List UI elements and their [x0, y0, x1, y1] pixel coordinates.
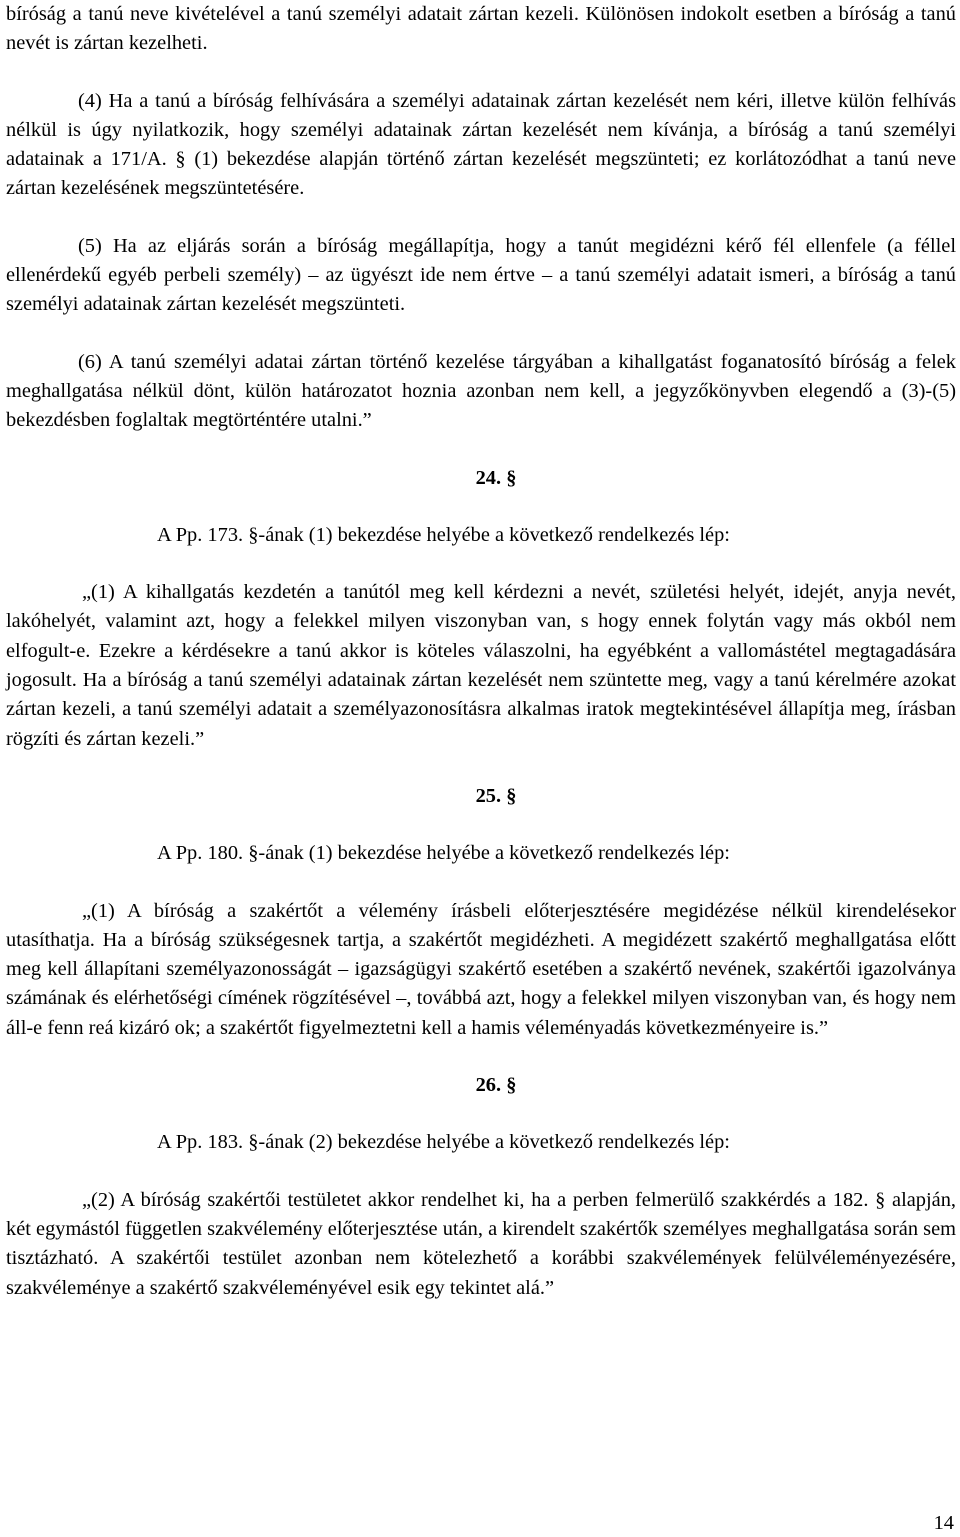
- section-intro: A Pp. 183. §-ának (2) bekezdése helyébe a következő rendelkezés lép:: [157, 1131, 730, 1154]
- section-text: „(1) A kihallgatás kezdetén a tanútól meg kell kérdezni a nevét, születési helyét, idejét, anyja nevét, lakóhelyét, valamint azt, hogy a felekkel milyen viszonyban van, s hogy ennek folytán vagy más okból nem elfogult-e. Ezekre a kérdésekre a tanú akkor is köteles válaszolni, ha egyébként a vallomástétel megtagadására jogosult. Ha a bíróság a tanú személyi adatainak zártan kezelését nem szüntette meg, vagy a tanú kérelmére azokat zártan kezeli, a tanú személyi adatait a személyazonosításra alkalmas iratok megtekintésével állapítja meg, írásban rögzíti és zártan kezeli.”: [6, 581, 956, 750]
- section-text: „(1) A bíróság a szakértőt a vélemény írásbeli előterjesztésére megidézése nélkül kirendelésekor utasíthatja. Ha a bíróság szükségesnek tartja, a szakértőt megidézheti. A megidézett szakértő meghallgatása előtt meg kell állapítani személyazonosságát – igazságügyi szakértő esetében a szakértő nevének, szakértői igazolványa számának és elérhetőségi címének rögzítésével –, továbbá azt, hogy a felekkel milyen viszonyban van, és hogy nem áll-e fenn reá kizáró ok; a szakértőt figyelmeztetni kell a hamis véleményadás következményeire is.”: [6, 899, 956, 1039]
- paragraph-5: (5) Ha az eljárás során a bíróság megállapítja, hogy a tanút megidézni kérő fél ellenfele (a féllel ellenérdekű egyéb perbeli személy) – az ügyészt ide nem értve – a tanú személyi adatait ismeri, a bíróság a tanú személyi adatainak zártan kezelését megszünteti.: [6, 234, 956, 316]
- section-intro: A Pp. 180. §-ának (1) bekezdése helyébe a következő rendelkezés lép:: [157, 842, 730, 865]
- page-number: 14: [933, 1512, 954, 1534]
- paragraph-continuation: bíróság a tanú neve kivételével a tanú személyi adatait zártan kezeli. Különösen indokolt esetben a bíróság a tanú nevét is zártan kezelheti.: [6, 3, 956, 55]
- section-intro: A Pp. 173. §-ának (1) bekezdése helyébe a következő rendelkezés lép:: [157, 523, 730, 546]
- document-page: [6, 0, 956, 1303]
- paragraph-6: (6) A tanú személyi adatai zártan történő kezelése tárgyában a kihallgatást foganatosító bíróság a felek meghallgatása nélkül dönt, külön határozatot hoznia azonban nem kell, a jegyzőkönyvben elegendő a (3)-(5) bekezdésben foglaltak megtörténtére utalni.”: [6, 350, 956, 432]
- section-number: 25. §: [475, 784, 517, 807]
- section-number: 26. §: [475, 1074, 517, 1097]
- section-number: 24. §: [475, 466, 517, 489]
- section-text: „(2) A bíróság szakértői testületet akkor rendelhet ki, ha a perben felmerülő szakkérdés a 182. § alapján, két egymástól független szakvélemény előterjesztése után, a kirendelt szakértők személyes meghallgatása során sem tisztázható. A szakértői testület azonban nem kötelezhető a korábbi szakvélemények felülvéleményezésére, szakvéleménye a szakértő szakvéleményével esik egy tekintet alá.”: [6, 1188, 956, 1299]
- paragraph-4: (4) Ha a tanú a bíróság felhívására a személyi adatainak zártan kezelését nem kéri, illetve külön felhívás nélkül is úgy nyilatkozik, hogy személyi adatainak zártan kezelését nem kívánja, a bíróság a tanú személyi adatainak a 171/A. § (1) bekezdése alapján történő zártan kezelését megszünteti; ez korlátozódhat a tanú neve zártan kezelésének megszüntetésére.: [6, 89, 956, 200]
